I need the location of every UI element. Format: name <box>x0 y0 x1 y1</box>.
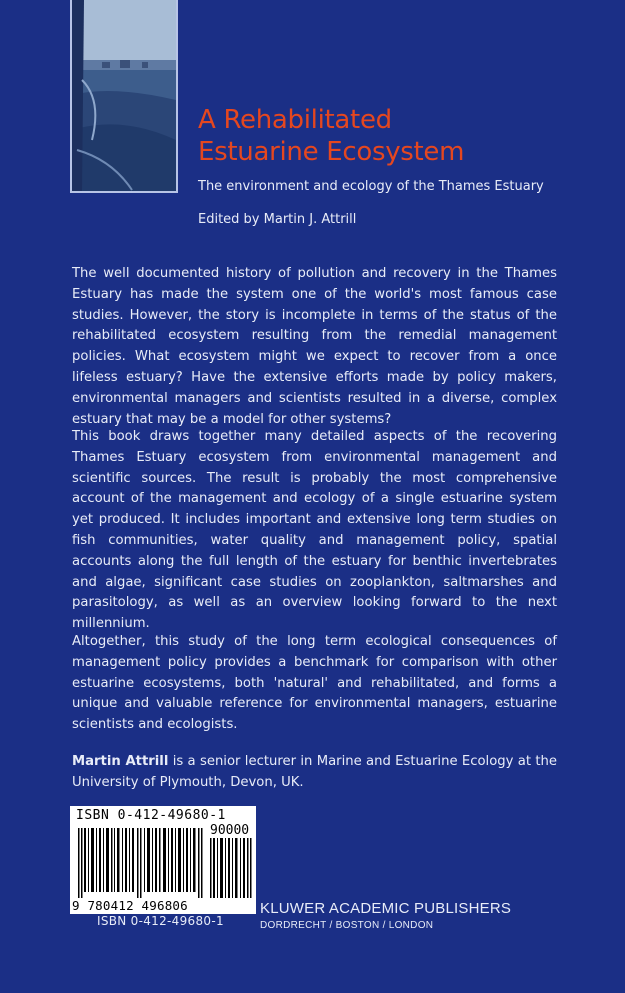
cover-photo <box>70 0 178 193</box>
barcode-addon-number: 90000 <box>210 823 250 838</box>
editor-credit: Edited by Martin J. Attrill <box>198 212 357 227</box>
book-title: A Rehabilitated Estuarine Ecosystem <box>198 105 465 167</box>
estuary-photo-image <box>72 0 176 193</box>
book-subtitle: The environment and ecology of the Thames Estuary <box>198 179 544 194</box>
blurb-paragraph-2: This book draws together many detailed aspects of the recovering Thames Estuary ecosystem from environmental management and scientific sources. The result is probably the most comprehensive account of the management and ecology of a single estuarine system yet produced. It includes important and extensive long term studies on fish communities, water quality and management policy, spatial accounts along the full length of the estuary for benthic invertebrates and algae, significant case studies on zooplankton, saltmarshes and parasitology, as well as an overview looking forward to the next millennium. <box>72 429 557 632</box>
barcode <box>70 806 256 914</box>
blurb-paragraph-3: Altogether, this study of the long term ecological consequences of management policy provides a benchmark for comparison with other estuarine ecosystems, both 'natural' and rehabilitated, and forms a unique and valuable reference for environmental managers, estuarine scientists and ecologists. <box>72 634 557 733</box>
barcode-addon-bars <box>210 838 252 898</box>
blurb-paragraph-1: The well documented history of pollution and recovery in the Thames Estuary has made the system one of the world's most famous case studies. However, the story is incomplete in terms of the status of the rehabilitated ecosystem resulting from the remedial management policies. What ecosystem might we expect to recover from a once lifeless estuary? Have the extensive efforts made by policy makers, environmental managers and scientists resulted in a diverse, complex estuary that may be a model for other systems? <box>72 266 557 427</box>
publisher-cities: DORDRECHT / BOSTON / LONDON <box>260 920 434 931</box>
isbn-caption: ISBN 0-412-49680-1 <box>97 914 224 928</box>
author-name: Martin Attrill <box>72 754 169 769</box>
author-bio <box>72 752 557 794</box>
barcode-isbn-label: ISBN 0-412-49680-1 <box>76 808 226 823</box>
barcode-ean-number: 9 780412 496806 <box>72 898 188 913</box>
publisher-name: KLUWER ACADEMIC PUBLISHERS <box>260 900 512 917</box>
barcode-bars <box>78 828 203 898</box>
author-bio-text: is a senior lecturer in Marine and Estuarine Ecology at the University of Plymouth, Devon, UK. <box>72 754 557 790</box>
